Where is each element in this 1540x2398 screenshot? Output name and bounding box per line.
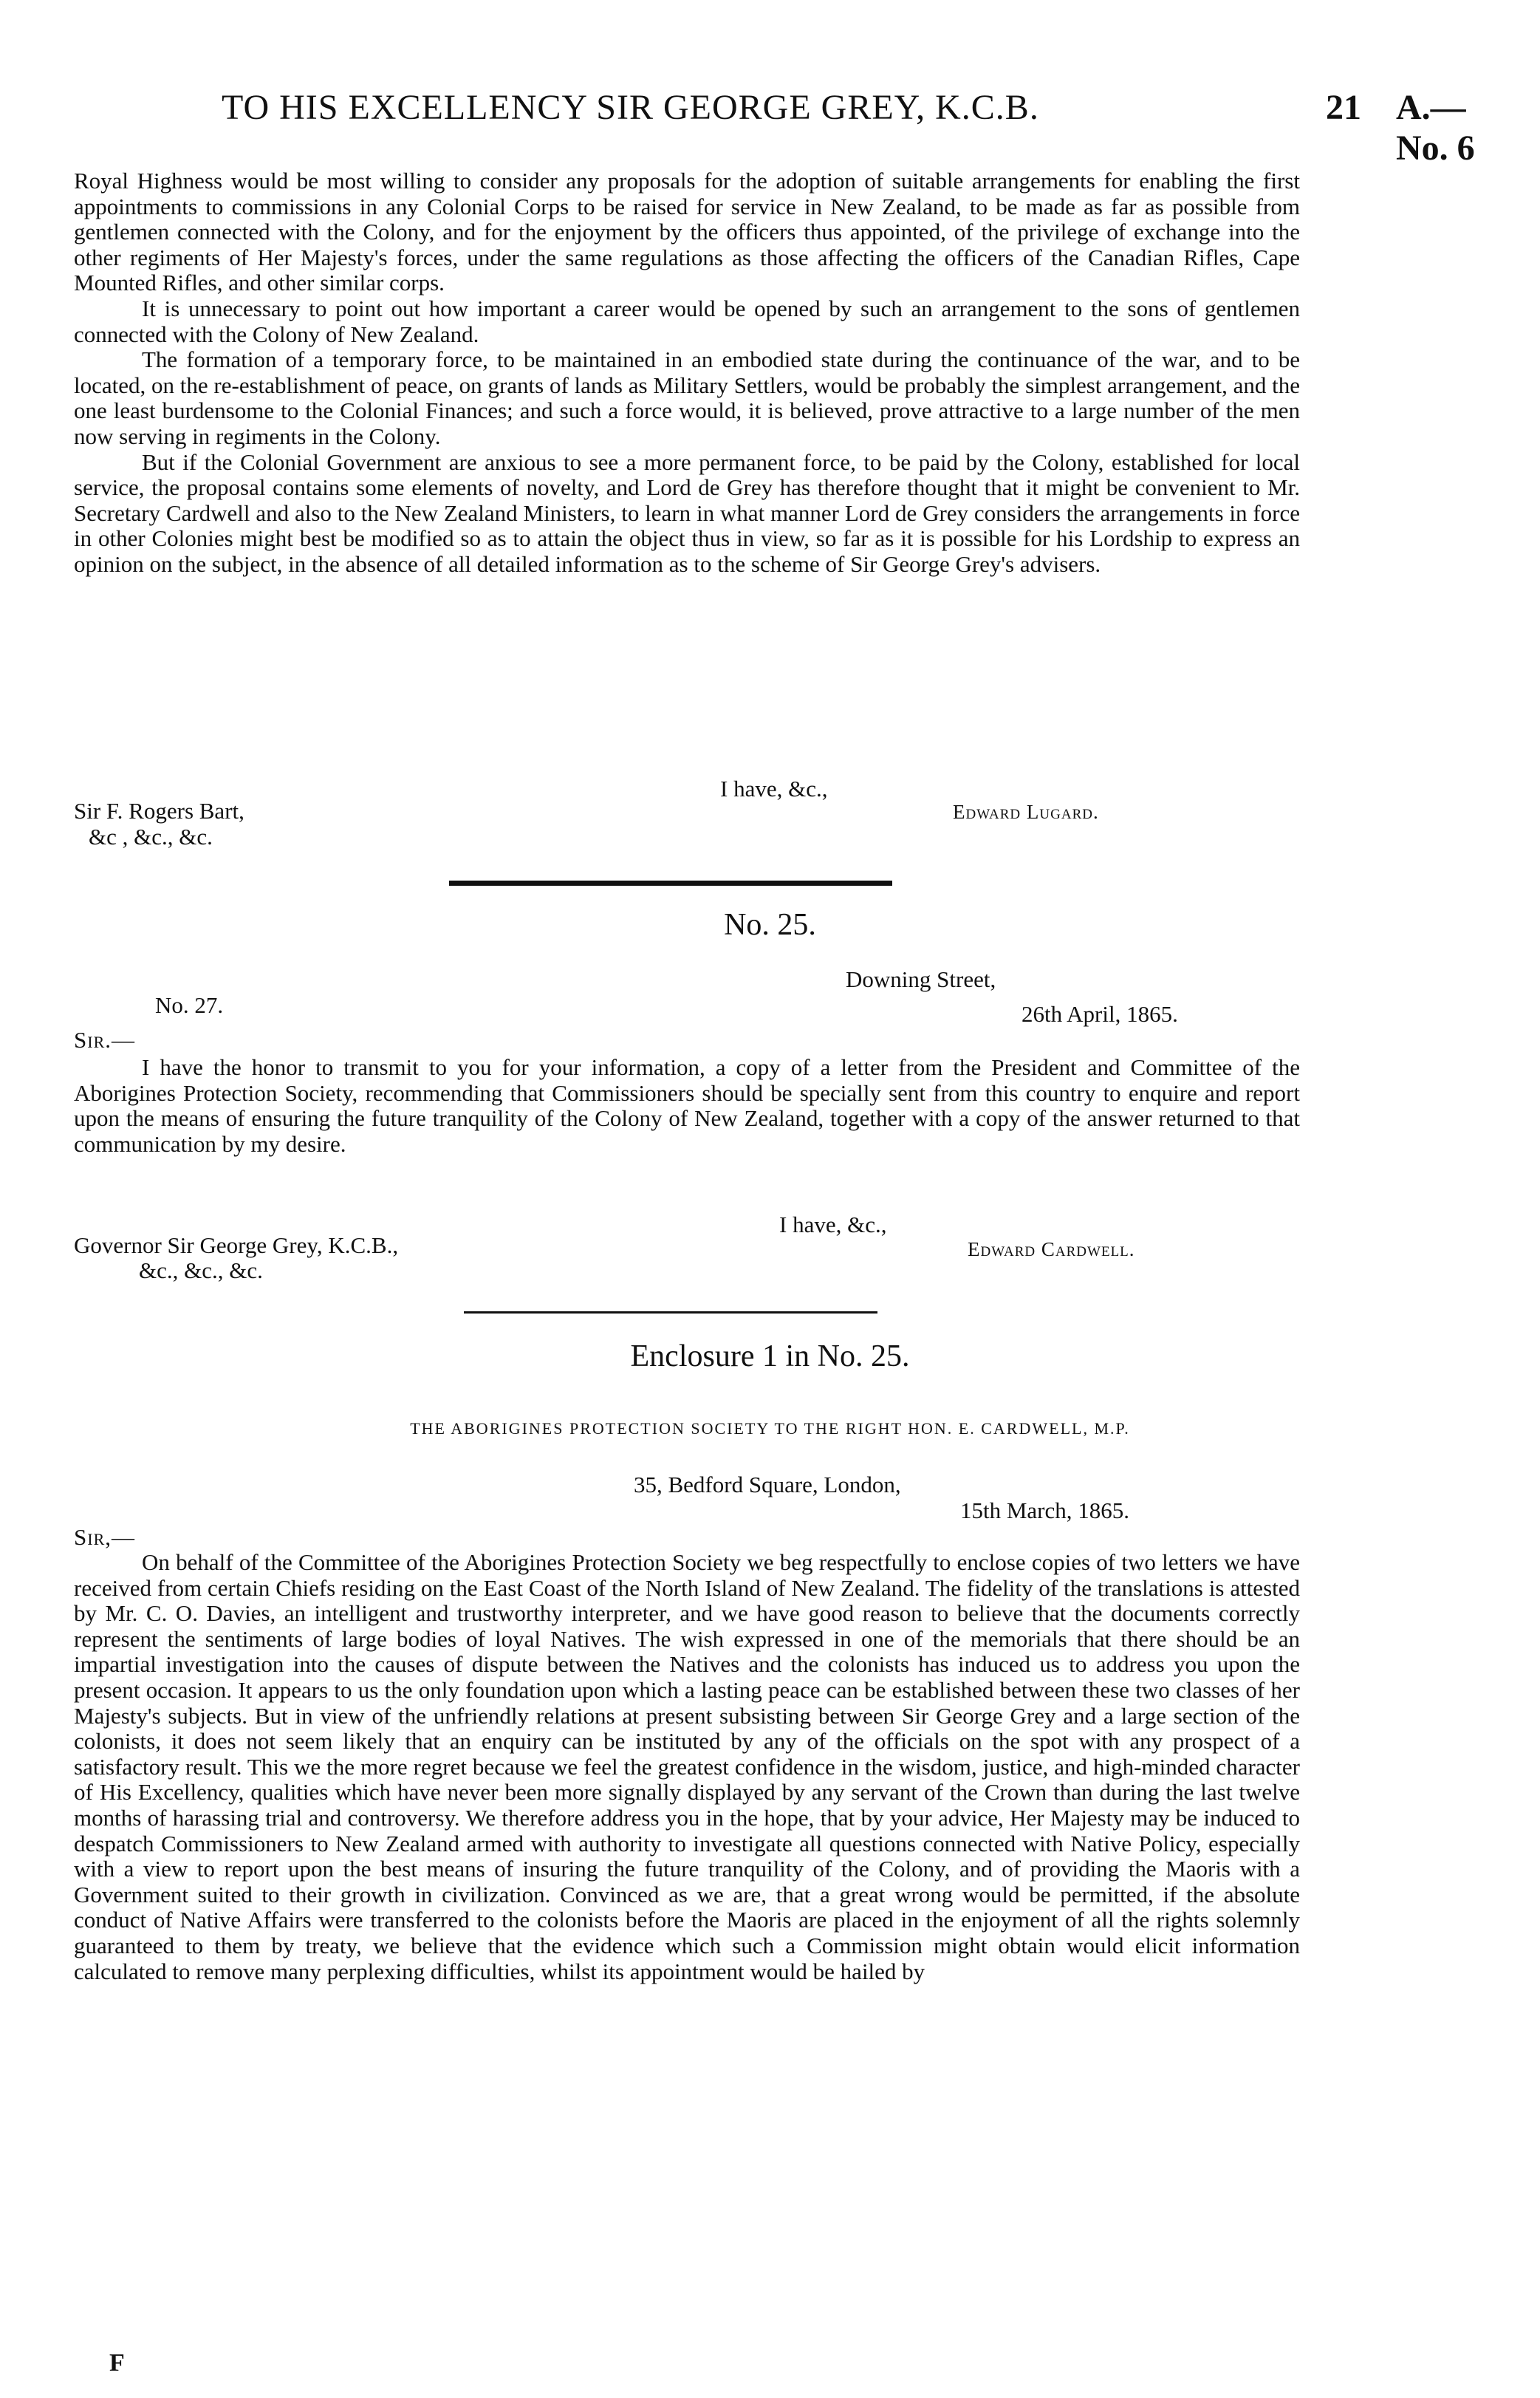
salutation: Sir,—	[74, 1524, 135, 1550]
page-number: 21	[1326, 88, 1361, 127]
signature: Edward Lugard.	[953, 801, 1099, 823]
paragraph: I have the honor to transmit to you for your information, a copy of a letter from the President and Committee of the Aborigines Protection Society, recommending that Commissioners should be specially sent from this country to enquire and report upon the means of ensuring the future tranquility of the Colony of New Zealand, together with a copy of the answer returned to that communication by my desire.	[74, 1054, 1300, 1157]
enclosure-heading: Enclosure 1 in No. 25.	[630, 1339, 910, 1373]
addressee: Governor Sir George Grey, K.C.B.,	[74, 1232, 399, 1258]
letter-reference: No. 27.	[155, 992, 224, 1018]
addressee: Sir F. Rogers Bart,	[74, 798, 244, 824]
signature-mark: F	[109, 2349, 125, 2377]
enclosure-body	[74, 1550, 1300, 1984]
running-title: TO HIS EXCELLENCY SIR GEORGE GREY, K.C.B.	[222, 88, 1039, 127]
enclosure-subtitle: THE ABORIGINES PROTECTION SOCIETY TO THE RIGHT HON. E. CARDWELL, M.P.	[410, 1419, 1130, 1438]
paragraph: It is unnecessary to point out how important a career would be opened by such an arrangement to the sons of gentlemen connected with the Colony of New Zealand.	[74, 295, 1300, 347]
section-heading: No. 25.	[724, 908, 816, 942]
closing: I have, &c.,	[779, 1212, 887, 1237]
salutation: Sir.—	[74, 1027, 135, 1053]
section-divider	[464, 1311, 877, 1314]
running-header	[66, 87, 1510, 168]
series-number: A.—No. 6	[1396, 88, 1475, 168]
section-divider	[449, 881, 892, 886]
paragraph: The formation of a temporary force, to be maintained in an embodied state during the continuance of the war, and to be located, on the re-establishment of peace, on grants of lands as Military Settlers, would be probably the simplest arrangement, and the one least burdensome to the Colonial Finances; and such a force would, it is believed, prove attractive to a large number of the men now serving in regiments in the Colony.	[74, 346, 1300, 449]
closing: I have, &c.,	[720, 776, 828, 802]
letter-24-body	[74, 168, 1300, 578]
signature: Edward Cardwell.	[968, 1238, 1135, 1260]
addressee-etc: &c , &c., &c.	[89, 824, 213, 850]
letter-date: 26th April, 1865.	[1021, 1001, 1178, 1027]
paragraph: But if the Colonial Government are anxious to see a more permanent force, to be paid by the Colony, established for local service, the proposal contains some elements of novelty, and Lord de Grey has therefore thought that it might be convenient to Mr. Secretary Cardwell and also to the New Zealand Ministers, to learn in what manner Lord de Grey considers the arrangements in force in other Colonies might best be modified so as to attain the object thus in view, so far as it is possible for his Lordship to express an opinion on the subject, in the absence of all detailed information as to the scheme of Sir George Grey's advisers.	[74, 448, 1300, 577]
paragraph: On behalf of the Committee of the Aborigines Protection Society we beg respectfully to enclose copies of two letters we have received from certain Chiefs residing on the East Coast of the North Island of New Zealand. The fidelity of the translations is attested by Mr. C. O. Davies, an intelligent and trustworthy interpreter, and we have good reason to believe that the documents correctly represent the sentiments of large bodies of loyal Natives. The wish expressed in one of the memorials that there should be an impartial investigation into the causes of dispute between the Natives and the colonists has induced us to address you upon the present occasion. It appears to us the only foundation upon which a lasting peace can be established between these two classes of her Majesty's subjects. But in view of the unfriendly relations at present subsisting between Sir George Grey and a large section of the colonists, it does not seem likely that an enquiry can be instituted by any of the officials on the spot with any prospect of a satisfactory result. This we the more regret because we feel the greatest confidence in the wisdom, justice, and high-minded character of His Excellency, qualities which have never been more signally displayed by any servant of the Crown than during the last twelve months of harassing trial and controversy. We therefore address you in the hope, that by your advice, Her Majesty may be induced to despatch Commissioners to New Zealand armed with authority to investigate all questions connected with Native Policy, especially with a view to report upon the best means of insuring the future tranquility of the Colony, and of providing the Maoris with a Government suited to their growth in civilization. Convinced as we are, that a great wrong would be permitted, if the absolute conduct of Native Affairs were transferred to the colonists before the Maoris are placed in the enjoyment of all the rights solemnly guaranteed to them by treaty, we believe that the evidence which such a Commission might obtain would elicit information calculated to remove many perplexing difficulties, whilst its appointment would be hailed by	[74, 1549, 1300, 1984]
letter-date: 15th March, 1865.	[960, 1497, 1130, 1523]
letter-place: Downing Street,	[846, 966, 996, 992]
paragraph: Royal Highness would be most willing to consider any proposals for the adoption of suitable arrangements for enabling the first appointments to commissions in any Colonial Corps to be raised for service in New Zealand, to be made as far as possible from gentlemen connected with the Colony, and for the enjoyment by the officers thus appointed, of the privilege of exchange into the other regiments of Her Majesty's forces, under the same regulations as those affecting the officers of the Canadian Rifles, Cape Mounted Rifles, and other similar corps.	[74, 168, 1300, 296]
no25-body	[74, 1055, 1300, 1157]
letter-address: 35, Bedford Square, London,	[634, 1472, 901, 1497]
addressee-etc: &c., &c., &c.	[139, 1257, 263, 1283]
